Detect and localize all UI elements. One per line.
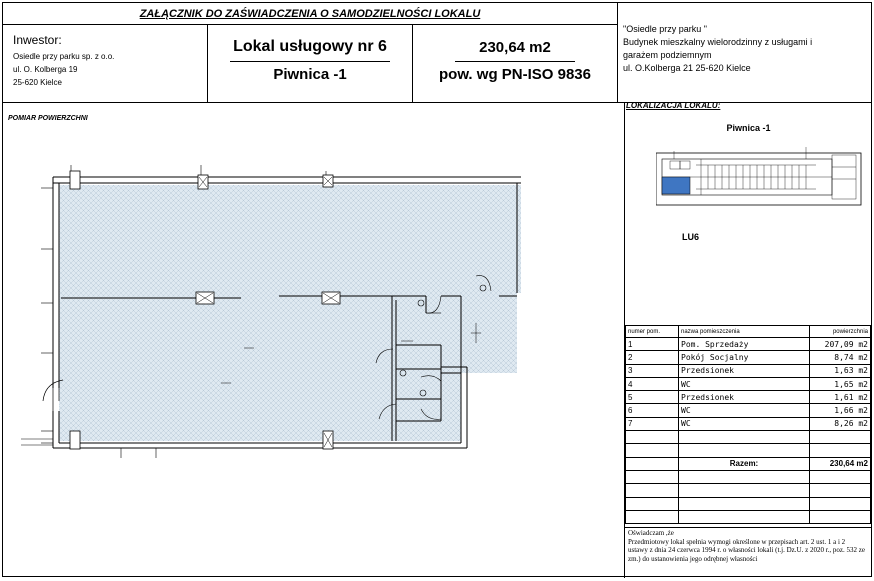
- area-value: 230,64 m2: [479, 39, 551, 56]
- room-name: Pom. Sprzedaży: [679, 338, 810, 351]
- unit-box: [208, 25, 413, 103]
- total-value: 230,64 m2: [810, 457, 871, 470]
- room-area: 207,09 m2: [810, 338, 871, 351]
- unit-code: LU6: [682, 232, 700, 242]
- room-number: 6: [626, 404, 679, 417]
- table-row: [626, 391, 871, 404]
- declaration: [625, 527, 871, 578]
- table-row-empty: [626, 431, 871, 444]
- area-box: [413, 25, 618, 103]
- rooms-table: [625, 325, 871, 524]
- location-level: Piwnica -1: [726, 123, 771, 133]
- header-area: powierzchnia: [810, 326, 871, 338]
- table-row: [626, 338, 871, 351]
- room-area: 8,74 m2: [810, 351, 871, 364]
- area-divider: [455, 61, 575, 62]
- table-row: [626, 404, 871, 417]
- location-minimap: [656, 147, 864, 213]
- document-sheet: [2, 2, 872, 577]
- room-name: Przedsionek: [679, 391, 810, 404]
- building-line: ul. O.Kolberga 21 25-620 Kielce: [623, 63, 751, 73]
- table-total-row: [626, 457, 871, 470]
- table-row: [626, 364, 871, 377]
- building-line: garażem podziemnym: [623, 50, 712, 60]
- investor-line: Osiedle przy parku sp. z o.o.: [13, 52, 115, 61]
- header-name: nazwa pomieszczenia: [679, 326, 810, 338]
- room-area: 1,61 m2: [810, 391, 871, 404]
- room-number: 3: [626, 364, 679, 377]
- header-number: numer pom.: [626, 326, 679, 338]
- unit-level: Piwnica -1: [273, 66, 347, 83]
- room-name: WC: [679, 417, 810, 430]
- room-area: 1,66 m2: [810, 404, 871, 417]
- table-row: [626, 351, 871, 364]
- table-row-empty: [626, 510, 871, 523]
- unit-name: Lokal usługowy nr 6: [233, 38, 387, 55]
- room-number: 2: [626, 351, 679, 364]
- room-number: 1: [626, 338, 679, 351]
- room-name: Przedsionek: [679, 364, 810, 377]
- location-label: LOKALIZACJA LOKALU:: [626, 101, 721, 110]
- room-number: 7: [626, 417, 679, 430]
- total-label: Razem:: [679, 457, 810, 470]
- room-number: 4: [626, 377, 679, 390]
- table-row: [626, 417, 871, 430]
- document-title: ZAŁĄCZNIK DO ZAŚWIADCZENIA O SAMODZIELNOŚCI LOKALU: [3, 3, 618, 25]
- room-area: 8,26 m2: [810, 417, 871, 430]
- declaration-heading: Oświadczam ,że: [628, 529, 674, 537]
- minimap-highlight: [662, 177, 690, 194]
- investor-heading: Inwestor:: [13, 33, 62, 47]
- building-box: [618, 3, 871, 103]
- area-standard: pow. wg PN-ISO 9836: [439, 66, 591, 83]
- room-name: Pokój Socjalny: [679, 351, 810, 364]
- room-name: WC: [679, 404, 810, 417]
- measurement-label: POMIAR POWIERZCHNI: [8, 115, 88, 122]
- table-row-empty: [626, 444, 871, 457]
- table-header-row: [626, 326, 871, 338]
- floor-plan: [21, 163, 521, 458]
- table-row: [626, 377, 871, 390]
- table-row-empty: [626, 484, 871, 497]
- declaration-body: Przedmiotowy lokal spełnia wymogi określone w przepisach art. 2 ust. 1 a i 2 ustawy z dnia 24 czerwca 1994 r. o własności lokali (t.j. Dz.U. z 2020 r., poz. 532 ze zm.) do ustanowienia jego odrębnej własności: [628, 537, 865, 563]
- room-name: WC: [679, 377, 810, 390]
- room-number: 5: [626, 391, 679, 404]
- room-area: 1,63 m2: [810, 364, 871, 377]
- building-line: "Osiedle przy parku ": [623, 24, 707, 34]
- table-row-empty: [626, 470, 871, 483]
- room-area: 1,65 m2: [810, 377, 871, 390]
- investor-line: ul. O. Kolberga 19: [13, 65, 78, 74]
- table-row-empty: [626, 497, 871, 510]
- investor-box: [3, 25, 208, 103]
- unit-divider: [230, 61, 390, 62]
- investor-line: 25-620 Kielce: [13, 78, 62, 87]
- building-line: Budynek mieszkalny wielorodzinny z usługami i: [623, 37, 813, 47]
